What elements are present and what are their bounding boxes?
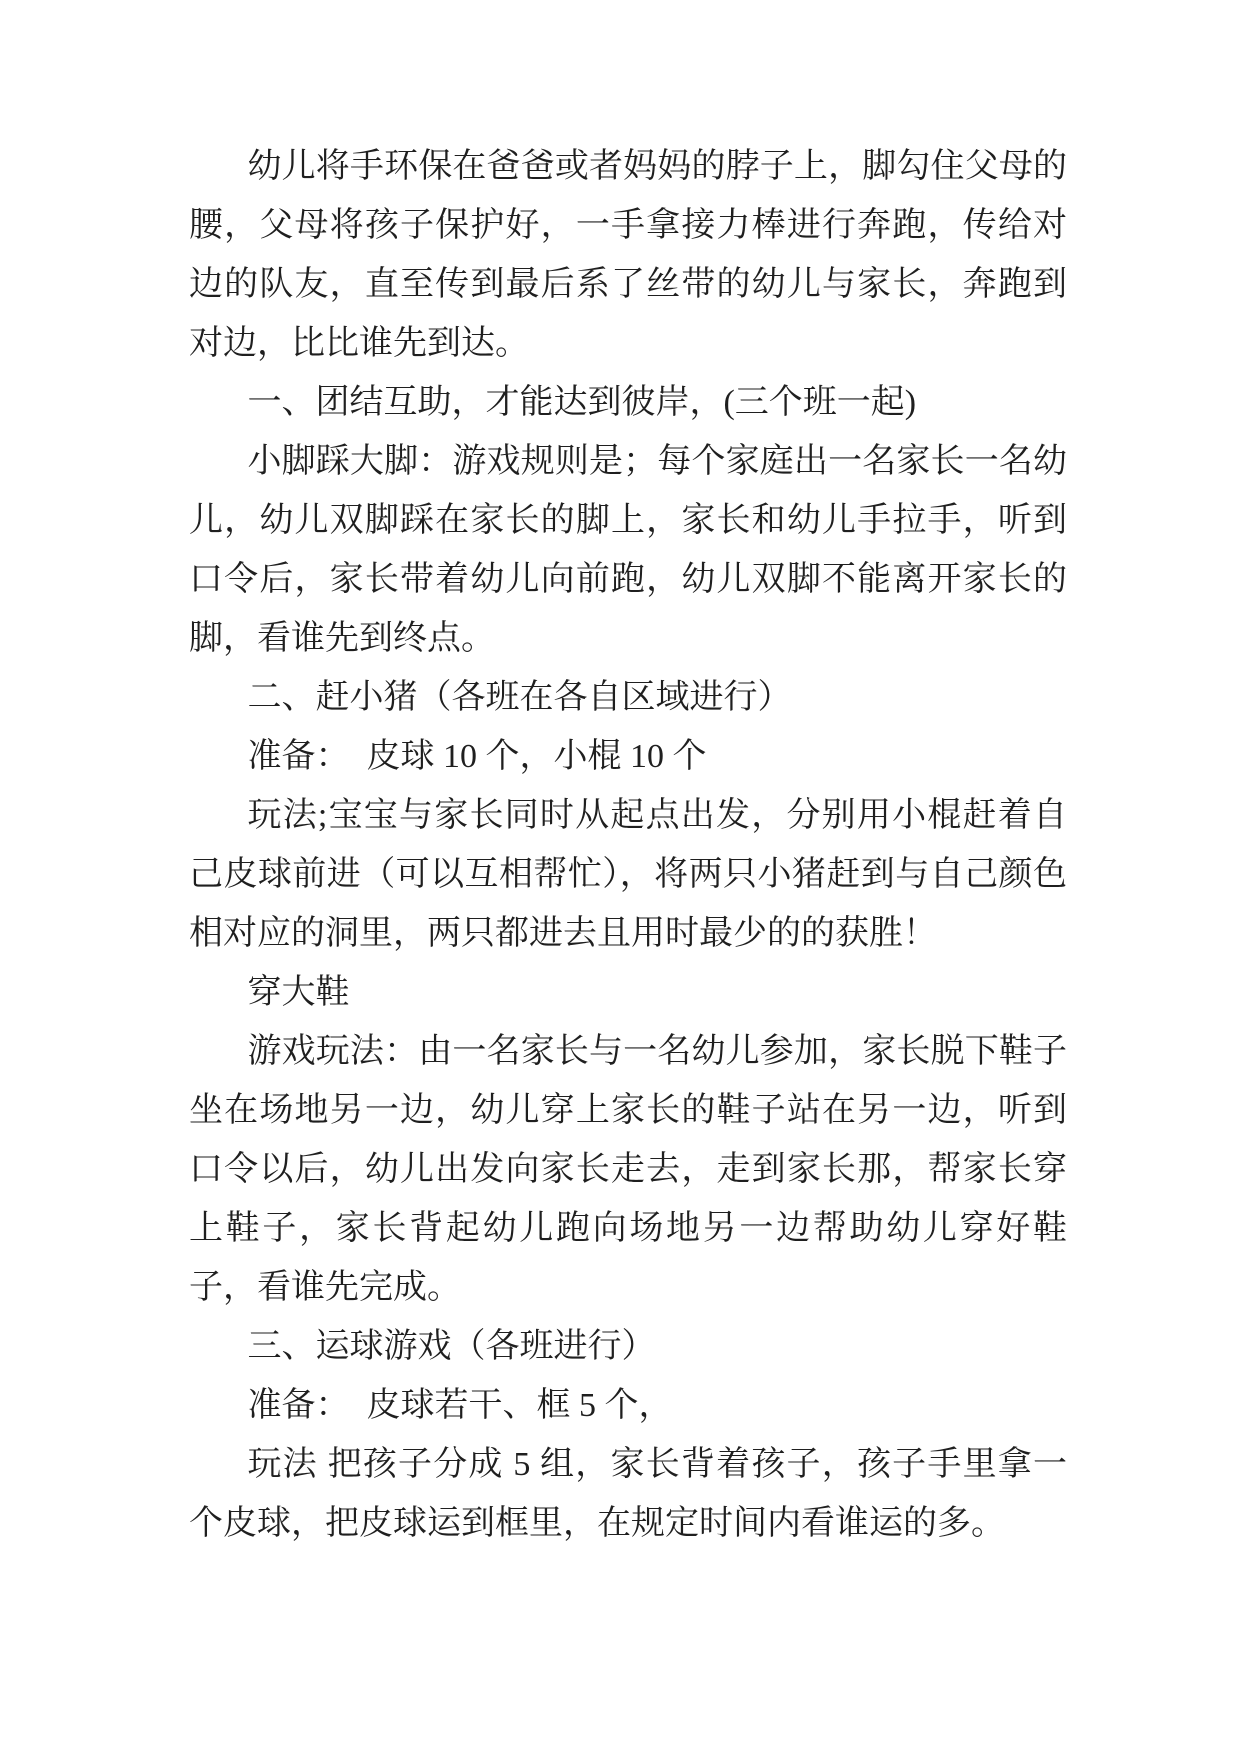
- heading-game-2-drive-piglet: 二、赶小猪（各班在各自区域进行）: [247, 679, 792, 716]
- paragraph-wear-big-shoes-howto: 游戏玩法：由一名家长与一名幼儿参加，家长脱下鞋子坐在场地另一边，幼儿穿上家长的鞋子站在另一边，听到口令以后，幼儿出发向家长走去，走到家长那，帮家长穿上鞋子，家长背起幼儿跑向场地另一边帮助幼儿穿好鞋子，看谁先完成。: [189, 1033, 1067, 1306]
- paragraph-game-3-howto: 玩法 把孩子分成 5 组，家长背着孩子，孩子手里拿一个皮球，把皮球运到框里，在规定时间内看谁运的多。: [189, 1446, 1067, 1542]
- paragraph-game-1-rules: 小脚踩大脚：游戏规则是；每个家庭出一名家长一名幼儿，幼儿双脚踩在家长的脚上，家长和幼儿手拉手，听到口令后，家长带着幼儿向前跑，幼儿双脚不能离开家长的脚，看谁先到终点。: [189, 443, 1067, 657]
- paragraph-game-2-howto: 玩法;宝宝与家长同时从起点出发，分别用小棍赶着自己皮球前进（可以互相帮忙），将两只小猪赶到与自己颜色相对应的洞里，两只都进去且用时最少的的获胜！: [189, 797, 1067, 952]
- heading-wear-big-shoes: 穿大鞋: [247, 974, 350, 1011]
- heading-game-1-unity-help: 一、团结互助，才能达到彼岸，(三个班一起): [247, 384, 917, 421]
- heading-game-3-ball-carrying: 三、运球游戏（各班进行）: [247, 1328, 656, 1365]
- document-body: [189, 137, 1067, 1553]
- paragraph-relay-game-intro: 幼儿将手环保在爸爸或者妈妈的脖子上，脚勾住父母的腰，父母将孩子保护好，一手拿接力棒进行奔跑，传给对边的队友，直至传到最后系了丝带的幼儿与家长，奔跑到对边，比比谁先到达。: [189, 148, 1067, 362]
- paragraph-game-3-preparation: 准备： 皮球若干、框 5 个，: [247, 1387, 673, 1424]
- paragraph-game-2-preparation: 准备： 皮球 10 个，小棍 10 个: [247, 738, 707, 775]
